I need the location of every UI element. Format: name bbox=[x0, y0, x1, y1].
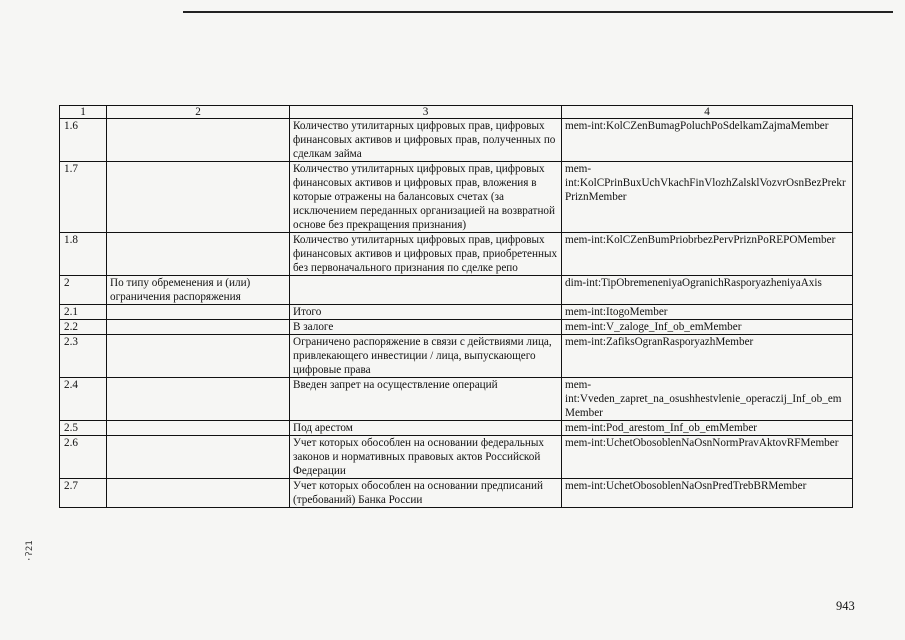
group-label bbox=[107, 119, 290, 162]
table-row bbox=[60, 119, 853, 162]
xbrl-code: mem-int:KolCZenBumagPoluchPoSdelkamZajmaMember bbox=[562, 119, 853, 162]
row-number: 1.7 bbox=[60, 162, 107, 233]
row-number: 2.1 bbox=[60, 305, 107, 320]
item-description: Введен запрет на осуществление операций bbox=[290, 378, 562, 421]
group-label bbox=[107, 479, 290, 508]
table-row bbox=[60, 162, 853, 233]
page-number: 943 bbox=[836, 599, 855, 613]
item-description: Под арестом bbox=[290, 421, 562, 436]
group-label bbox=[107, 421, 290, 436]
table-row bbox=[60, 233, 853, 276]
table-row bbox=[60, 305, 853, 320]
item-description: Учет которых обособлен на основании федеральных законов и нормативных правовых актов Российской Федерации bbox=[290, 436, 562, 479]
header-cell: 2 bbox=[107, 106, 290, 119]
row-number: 2 bbox=[60, 276, 107, 305]
table-row bbox=[60, 479, 853, 508]
xbrl-code: dim-int:TipObremeneniyaOgranichRasporyazheniyaAxis bbox=[562, 276, 853, 305]
group-label bbox=[107, 305, 290, 320]
group-label bbox=[107, 320, 290, 335]
document-page bbox=[59, 105, 852, 508]
margin-stamp-text: ·ʔ21 bbox=[25, 540, 35, 562]
row-number: 2.2 bbox=[60, 320, 107, 335]
xbrl-code: mem-int:KolCPrinBuxUchVkachFinVlozhZalsklVozvrOsnBezPrekrPriznMember bbox=[562, 162, 853, 233]
header-cell: 3 bbox=[290, 106, 562, 119]
item-description: Итого bbox=[290, 305, 562, 320]
item-description bbox=[290, 276, 562, 305]
xbrl-code: mem-int:KolCZenBumPriobrbezPervPriznPoREPOMember bbox=[562, 233, 853, 276]
item-description: Количество утилитарных цифровых прав, цифровых финансовых активов и цифровых прав, приобретенных без первоначального признания по сделке репо bbox=[290, 233, 562, 276]
table-row bbox=[60, 436, 853, 479]
row-number: 2.4 bbox=[60, 378, 107, 421]
group-label bbox=[107, 233, 290, 276]
row-number: 1.6 bbox=[60, 119, 107, 162]
table-row bbox=[60, 276, 853, 305]
header-cell: 1 bbox=[60, 106, 107, 119]
top-rule bbox=[183, 11, 893, 13]
xbrl-code: mem-int:Vveden_zapret_na_osushhestvlenie_operaczij_Inf_ob_emMember bbox=[562, 378, 853, 421]
classification-table bbox=[59, 105, 853, 508]
row-number: 2.6 bbox=[60, 436, 107, 479]
group-label bbox=[107, 378, 290, 421]
xbrl-code: mem-int:UchetObosoblenNaOsnNormPravAktovRFMember bbox=[562, 436, 853, 479]
item-description: Ограничено распоряжение в связи с действиями лица, привлекающего инвестиции / лица, выпускающего цифровые права bbox=[290, 335, 562, 378]
header-cell: 4 bbox=[562, 106, 853, 119]
table-row bbox=[60, 320, 853, 335]
item-description: Учет которых обособлен на основании предписаний (требований) Банка России bbox=[290, 479, 562, 508]
table-row bbox=[60, 421, 853, 436]
row-number: 2.5 bbox=[60, 421, 107, 436]
row-number: 2.7 bbox=[60, 479, 107, 508]
xbrl-code: mem-int:UchetObosoblenNaOsnPredTrebBRMember bbox=[562, 479, 853, 508]
item-description: В залоге bbox=[290, 320, 562, 335]
xbrl-code: mem-int:ItogoMember bbox=[562, 305, 853, 320]
group-label bbox=[107, 436, 290, 479]
row-number: 2.3 bbox=[60, 335, 107, 378]
group-label: По типу обременения и (или) ограничения распоряжения bbox=[107, 276, 290, 305]
xbrl-code: mem-int:Pod_arestom_Inf_ob_emMember bbox=[562, 421, 853, 436]
table-row bbox=[60, 378, 853, 421]
item-description: Количество утилитарных цифровых прав, цифровых финансовых активов и цифровых прав, полученных по сделкам займа bbox=[290, 119, 562, 162]
group-label bbox=[107, 335, 290, 378]
xbrl-code: mem-int:ZafiksOgranRasporyazhMember bbox=[562, 335, 853, 378]
table-row bbox=[60, 335, 853, 378]
xbrl-code: mem-int:V_zaloge_Inf_ob_emMember bbox=[562, 320, 853, 335]
table-header-row bbox=[60, 106, 853, 119]
group-label bbox=[107, 162, 290, 233]
row-number: 1.8 bbox=[60, 233, 107, 276]
item-description: Количество утилитарных цифровых прав, цифровых финансовых активов и цифровых прав, вложения в которые отражены на балансовых счетах (за исключением переданных организацией на возвратной основе без прекращения признания) bbox=[290, 162, 562, 233]
